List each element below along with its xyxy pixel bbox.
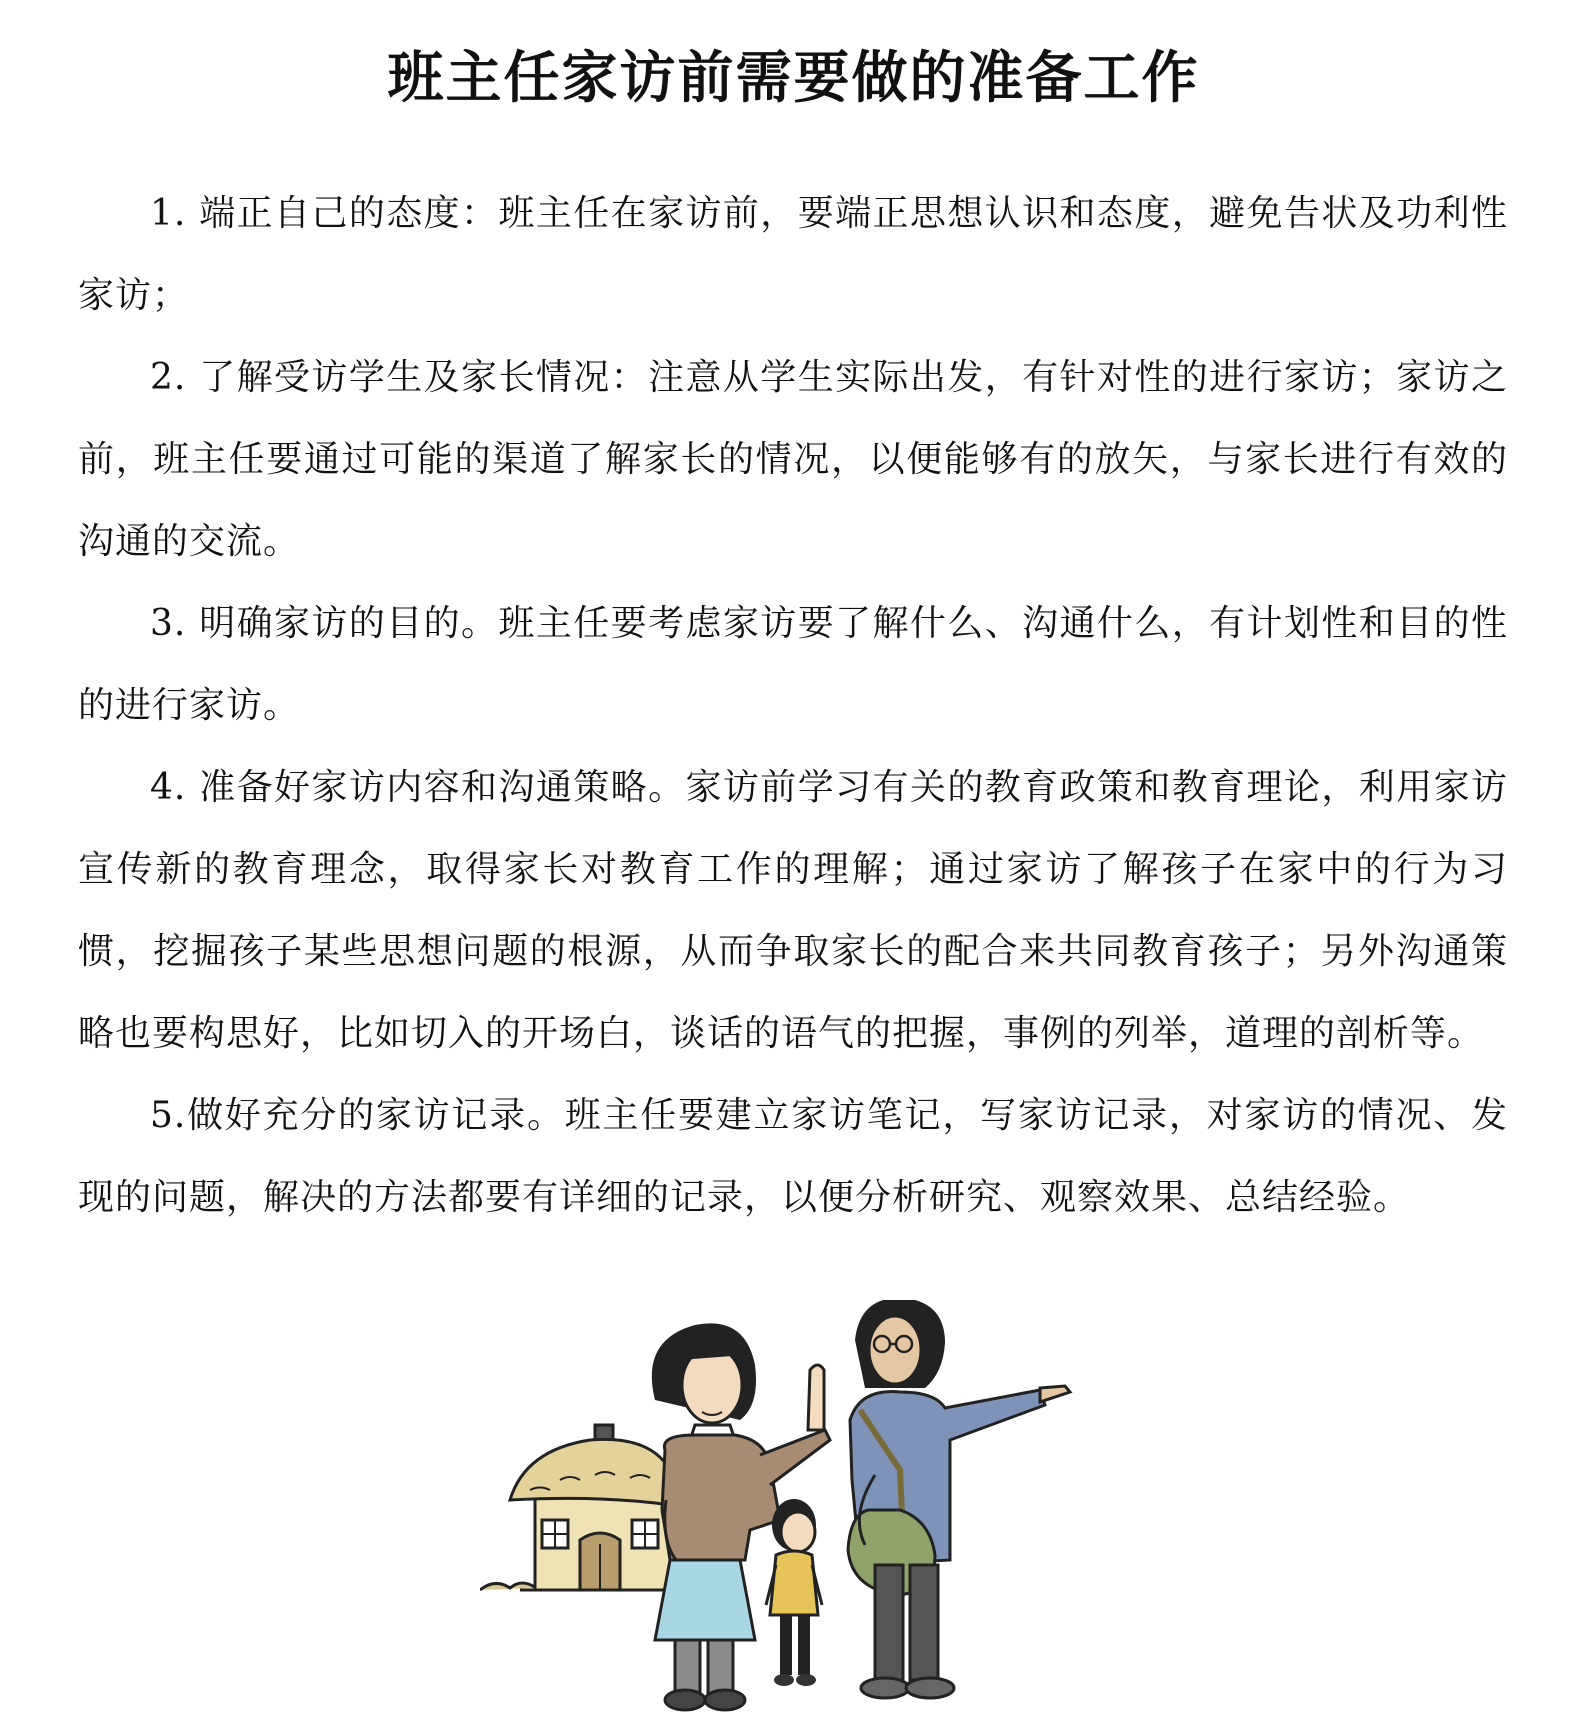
page-title: 班主任家访前需要做的准备工作 [387,45,1200,111]
paragraph-3: 3. 明确家访的目的。班主任要考虑家访要了解什么、沟通什么，有计划性和目的性的进行家访。 [78,603,1508,726]
document-body [78,173,1508,1239]
paragraph-5: 5.做好充分的家访记录。班主任要建立家访笔记，写家访记录，对家访的情况、发现的问题，解决的方法都要有详细的记录，以便分析研究、观察效果、总结经验。 [78,1095,1508,1218]
paragraph-4: 4. 准备好家访内容和沟通策略。家访前学习有关的教育政策和教育理论，利用家访宣传新的教育理念，取得家长对教育工作的理解；通过家访了解孩子在家中的行为习惯，挖掘孩子某些思想问题的根源，从而争取家长的配合来共同教育孩子；另外沟通策略也要构思好，比如切入的开场白，谈话的语气的把握，事例的列举，道理的剖析等。 [78,767,1508,1054]
child-figure [766,1499,822,1686]
home-visit-illustration [480,1300,1130,1720]
paragraph-2: 2. 了解受访学生及家长情况：注意从学生实际出发，有针对性的进行家访；家访之前，班主任要通过可能的渠道了解家长的情况，以便能够有的放矢，与家长进行有效的沟通的交流。 [78,357,1508,562]
paragraph-1: 1. 端正自己的态度：班主任在家访前，要端正思想认识和态度，避免告状及功利性家访； [78,193,1508,316]
teacher-figure [848,1300,1070,1698]
